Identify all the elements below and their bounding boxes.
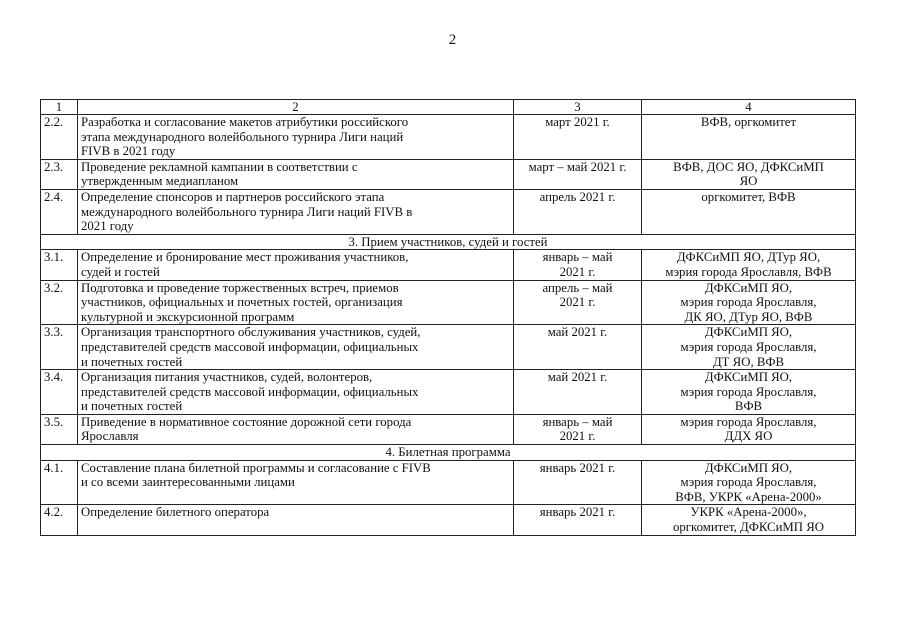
item-responsible: ДФКСиМП ЯО, мэрия города Ярославля, ВФВ [642,370,856,415]
table-row [41,370,856,415]
table-row [41,189,856,234]
item-responsible: мэрия города Ярославля, ДДХ ЯО [642,414,856,444]
item-description: Подготовка и проведение торжественных встреч, приемов участников, официальных и почетных гостей, организация культурной и экскурсионной программ [78,280,514,325]
item-responsible: УКРК «Арена-2000», оргкомитет, ДФКСиМП ЯО [642,505,856,535]
page-number: 2 [448,32,457,48]
header-cell-1: 1 [41,100,78,115]
item-deadline: апрель – май 2021 г. [514,280,642,325]
section-title: 3. Прием участников, судей и гостей [41,234,856,250]
table-row [41,414,856,444]
item-description: Определение и бронирование мест проживания участников, судей и гостей [78,250,514,280]
section-row [41,234,856,250]
table-row [41,159,856,189]
item-description: Организация питания участников, судей, волонтеров, представителей средств массовой информации, официальных и почетных гостей [78,370,514,415]
item-deadline: январь 2021 г. [514,505,642,535]
item-description: Приведение в нормативное состояние дорожной сети города Ярославля [78,414,514,444]
table-row [41,280,856,325]
table-row [41,505,856,535]
item-deadline: март 2021 г. [514,115,642,160]
item-number: 2.4. [41,189,78,234]
item-number: 3.3. [41,325,78,370]
item-number: 4.1. [41,460,78,505]
events-plan-table [40,99,856,536]
section-title: 4. Билетная программа [41,445,856,461]
table-row [41,115,856,160]
item-responsible: ДФКСиМП ЯО, ДТур ЯО, мэрия города Ярославля, ВФВ [642,250,856,280]
table-row [41,250,856,280]
item-deadline: январь – май 2021 г. [514,250,642,280]
item-deadline: март – май 2021 г. [514,159,642,189]
item-deadline: май 2021 г. [514,370,642,415]
table-row [41,325,856,370]
item-deadline: январь – май 2021 г. [514,414,642,444]
table-body [41,100,856,536]
header-row [41,100,856,115]
item-responsible: оргкомитет, ВФВ [642,189,856,234]
item-description: Проведение рекламной кампании в соответствии с утвержденным медиапланом [78,159,514,189]
item-number: 4.2. [41,505,78,535]
item-deadline: январь 2021 г. [514,460,642,505]
item-number: 3.5. [41,414,78,444]
header-cell-4: 4 [642,100,856,115]
item-responsible: ВФВ, оргкомитет [642,115,856,160]
item-responsible: ДФКСиМП ЯО, мэрия города Ярославля, ДК ЯО, ДТур ЯО, ВФВ [642,280,856,325]
item-number: 3.2. [41,280,78,325]
item-description: Определение спонсоров и партнеров российского этапа международного волейбольного турнира Лиги наций FIVB в 2021 году [78,189,514,234]
table-row [41,460,856,505]
item-description: Разработка и согласование макетов атрибутики российского этапа международного волейбольного турнира Лиги наций FIVB в 2021 году [78,115,514,160]
item-description: Организация транспортного обслуживания участников, судей, представителей средств массовой информации, официальных и почетных гостей [78,325,514,370]
item-number: 3.1. [41,250,78,280]
item-responsible: ДФКСиМП ЯО, мэрия города Ярославля, ДТ ЯО, ВФВ [642,325,856,370]
section-row [41,445,856,461]
item-deadline: апрель 2021 г. [514,189,642,234]
item-responsible: ВФВ, ДОС ЯО, ДФКСиМП ЯО [642,159,856,189]
header-cell-2: 2 [78,100,514,115]
item-description: Определение билетного оператора [78,505,514,535]
item-deadline: май 2021 г. [514,325,642,370]
header-cell-3: 3 [514,100,642,115]
item-number: 3.4. [41,370,78,415]
item-number: 2.3. [41,159,78,189]
item-description: Составление плана билетной программы и согласование с FIVB и со всеми заинтересованными лицами [78,460,514,505]
item-responsible: ДФКСиМП ЯО, мэрия города Ярославля, ВФВ, УКРК «Арена-2000» [642,460,856,505]
item-number: 2.2. [41,115,78,160]
